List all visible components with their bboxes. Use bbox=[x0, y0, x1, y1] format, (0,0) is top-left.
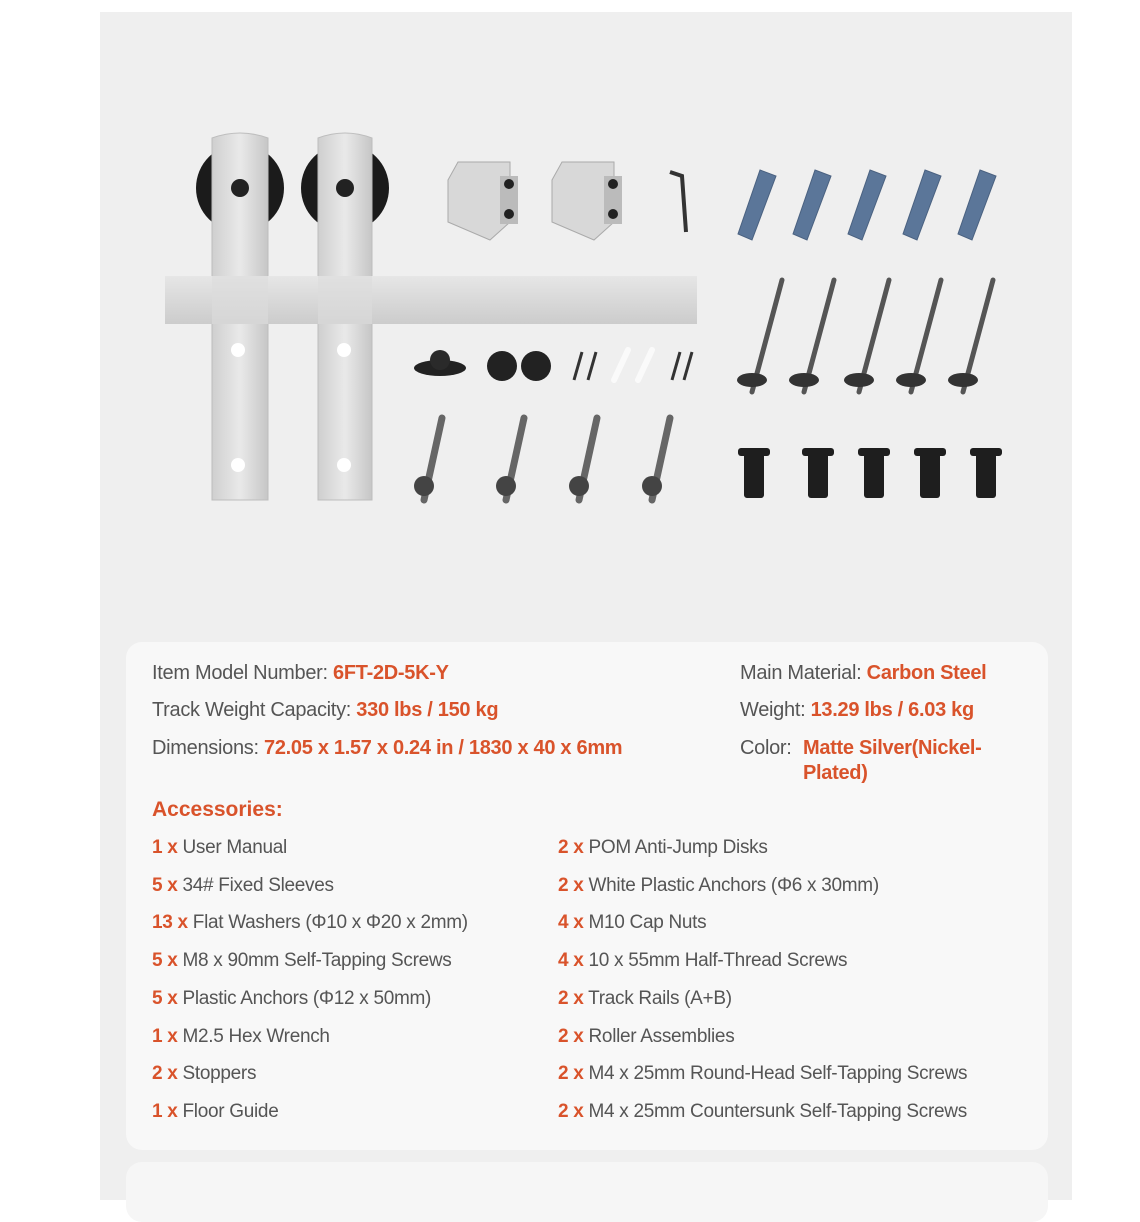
accessory-quantity: 5 x bbox=[152, 874, 178, 896]
accessory-quantity: 2 x bbox=[558, 1100, 584, 1122]
accessory-item bbox=[152, 1063, 256, 1085]
fixed-sleeves bbox=[738, 448, 1002, 498]
accessory-item bbox=[558, 988, 732, 1010]
spec-track-capacity: Track Weight Capacity: 330 lbs / 150 kg bbox=[152, 699, 499, 721]
accessory-item bbox=[152, 950, 452, 972]
accessory-item bbox=[558, 1063, 967, 1085]
half-thread-screws bbox=[424, 418, 670, 500]
accessory-item bbox=[152, 988, 431, 1010]
accessory-name: M10 Cap Nuts bbox=[588, 912, 707, 934]
next-card bbox=[126, 1162, 1048, 1222]
accessory-name: Plastic Anchors (Φ12 x 50mm) bbox=[182, 987, 432, 1009]
accessories-title: Accessories: bbox=[152, 798, 283, 821]
accessory-quantity: 2 x bbox=[558, 1063, 584, 1085]
spec-color-value: Matte Silver(Nickel- Plated) bbox=[803, 737, 982, 784]
accessory-quantity: 13 x bbox=[152, 912, 188, 934]
track-rail bbox=[165, 276, 697, 324]
accessory-item bbox=[152, 1026, 330, 1048]
accessory-item bbox=[558, 1026, 734, 1048]
accessory-quantity: 5 x bbox=[152, 950, 178, 972]
spec-model-number: Item Model Number: 6FT-2D-5K-Y bbox=[152, 662, 449, 684]
accessory-name: M4 x 25mm Round-Head Self-Tapping Screws bbox=[588, 1063, 968, 1085]
accessory-name: White Plastic Anchors (Φ6 x 30mm) bbox=[588, 874, 879, 896]
accessory-item bbox=[558, 875, 879, 897]
accessory-name: M2.5 Hex Wrench bbox=[182, 1025, 330, 1047]
white-plastic-anchors bbox=[614, 350, 652, 380]
accessory-name: Flat Washers (Φ10 x Φ20 x 2mm) bbox=[192, 912, 468, 934]
accessory-item bbox=[152, 912, 468, 934]
accessory-quantity: 5 x bbox=[152, 987, 178, 1009]
accessory-quantity: 1 x bbox=[152, 1025, 178, 1047]
spec-weight: Weight: 13.29 lbs / 6.03 kg bbox=[740, 699, 974, 721]
accessory-quantity: 2 x bbox=[558, 837, 584, 858]
stopper-2 bbox=[552, 162, 622, 240]
accessory-quantity: 4 x bbox=[558, 912, 584, 934]
accessory-name: M4 x 25mm Countersunk Self-Tapping Screws bbox=[588, 1100, 967, 1122]
accessory-name: Roller Assemblies bbox=[588, 1025, 735, 1047]
accessory-item bbox=[152, 1101, 278, 1123]
hex-wrench bbox=[670, 172, 686, 232]
small-screws bbox=[574, 352, 692, 380]
accessory-item bbox=[152, 875, 334, 897]
accessory-quantity: 2 x bbox=[558, 874, 584, 896]
accessory-quantity: 4 x bbox=[558, 950, 584, 972]
accessory-name: User Manual bbox=[182, 837, 287, 858]
accessory-item bbox=[558, 950, 847, 972]
accessory-quantity: 2 x bbox=[152, 1063, 178, 1085]
accessory-quantity: 1 x bbox=[152, 1100, 178, 1122]
accessory-item bbox=[558, 1101, 967, 1123]
accessory-quantity: 1 x bbox=[152, 837, 178, 858]
anti-jump-disks bbox=[487, 351, 551, 381]
accessory-quantity: 2 x bbox=[558, 1025, 584, 1047]
spec-color: Color: bbox=[740, 737, 792, 759]
accessory-name: POM Anti-Jump Disks bbox=[588, 837, 768, 858]
accessory-name: Stoppers bbox=[182, 1063, 257, 1085]
accessory-name: 10 x 55mm Half-Thread Screws bbox=[588, 950, 848, 972]
accessory-name: Floor Guide bbox=[182, 1100, 279, 1122]
accessory-item bbox=[558, 912, 706, 934]
washers bbox=[737, 373, 978, 387]
cap-nuts bbox=[414, 476, 662, 496]
accessory-item bbox=[558, 837, 768, 859]
spec-dimensions: Dimensions: 72.05 x 1.57 x 0.24 in / 1830 x 40 x 6mm bbox=[152, 737, 623, 759]
accessory-name: Track Rails (A+B) bbox=[588, 987, 732, 1009]
accessory-name: 34# Fixed Sleeves bbox=[182, 874, 334, 896]
accessory-name: M8 x 90mm Self-Tapping Screws bbox=[182, 950, 452, 972]
floor-guide bbox=[414, 350, 466, 376]
stopper-1 bbox=[448, 162, 518, 240]
plastic-anchors bbox=[738, 170, 996, 240]
accessory-item bbox=[152, 837, 287, 859]
spec-main-material: Main Material: Carbon Steel bbox=[740, 662, 987, 684]
accessory-quantity: 2 x bbox=[558, 987, 584, 1009]
